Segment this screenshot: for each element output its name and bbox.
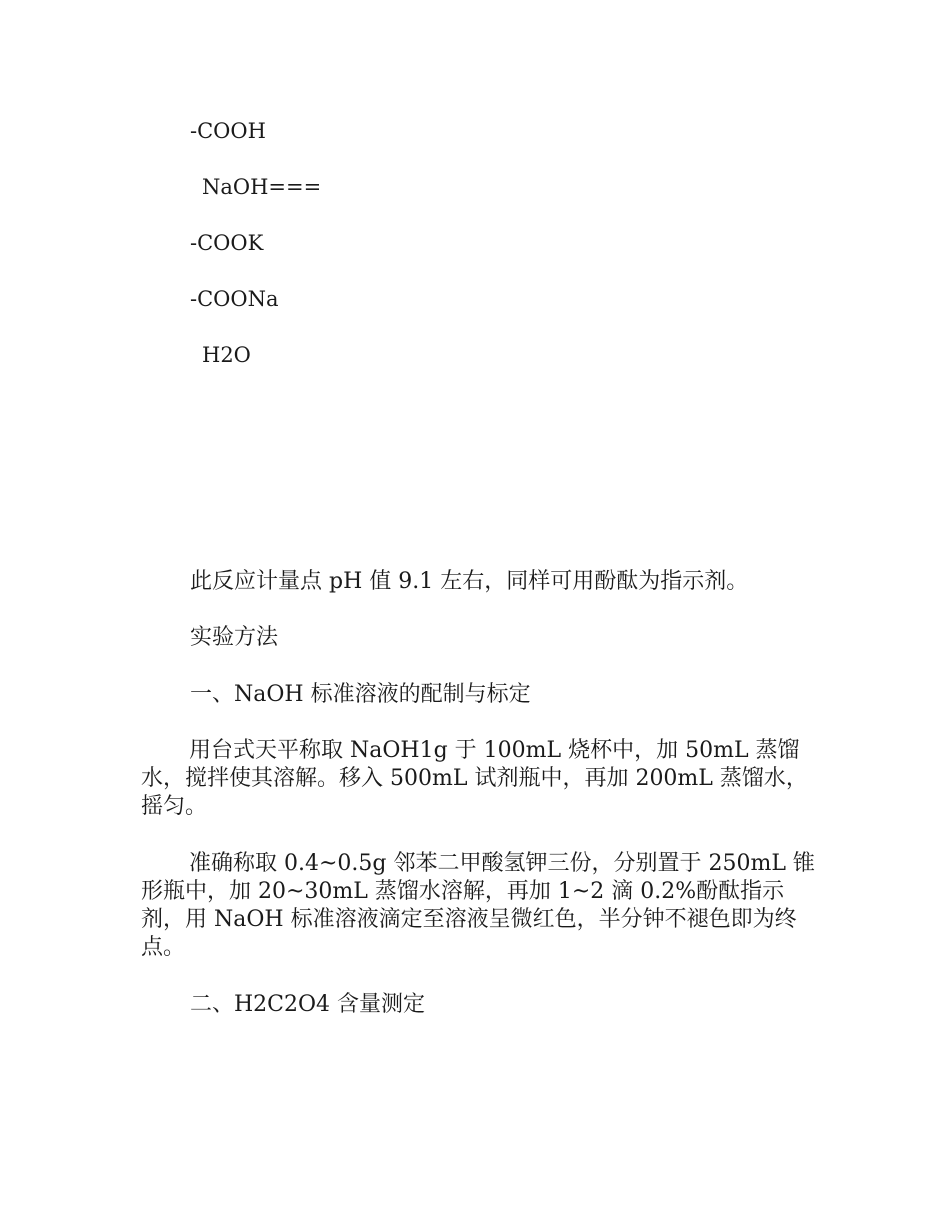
method-heading: 实验方法 (190, 625, 279, 650)
formula-line-coona: -COONa (190, 287, 279, 311)
formula-line-h2o: H2O (202, 343, 251, 367)
section-heading-naoh: 一、NaOH 标准溶液的配制与标定 (190, 682, 531, 707)
formula-line-cook: -COOK (190, 231, 264, 255)
paragraph-naoh-preparation: 用台式天平称取 NaOH1g 于 100mL 烧杯中，加 50mL 蒸馏水，搅拌使其溶解。移入 500mL 试剂瓶中，再加 200mL 蒸馏水，摇匀。 (141, 738, 808, 819)
formula-line-naoh: NaOH=== (202, 175, 322, 199)
endpoint-note: 此反应计量点 pH 值 9.1 左右，同样可用酚酞为指示剂。 (190, 569, 749, 594)
section-heading-h2c2o4: 二、H2C2O4 含量测定 (190, 992, 426, 1017)
paragraph-standardization: 准确称取 0.4~0.5g 邻苯二甲酸氢钾三份，分别置于 250mL 锥形瓶中，加 20~30mL 蒸馏水溶解，再加 1~2 滴 0.2%酚酞指示剂，用 NaOH 标准溶液滴定至溶液呈微红色，半分钟不褪色即为终点。 (141, 851, 815, 960)
formula-line-cooh: -COOH (190, 119, 266, 143)
